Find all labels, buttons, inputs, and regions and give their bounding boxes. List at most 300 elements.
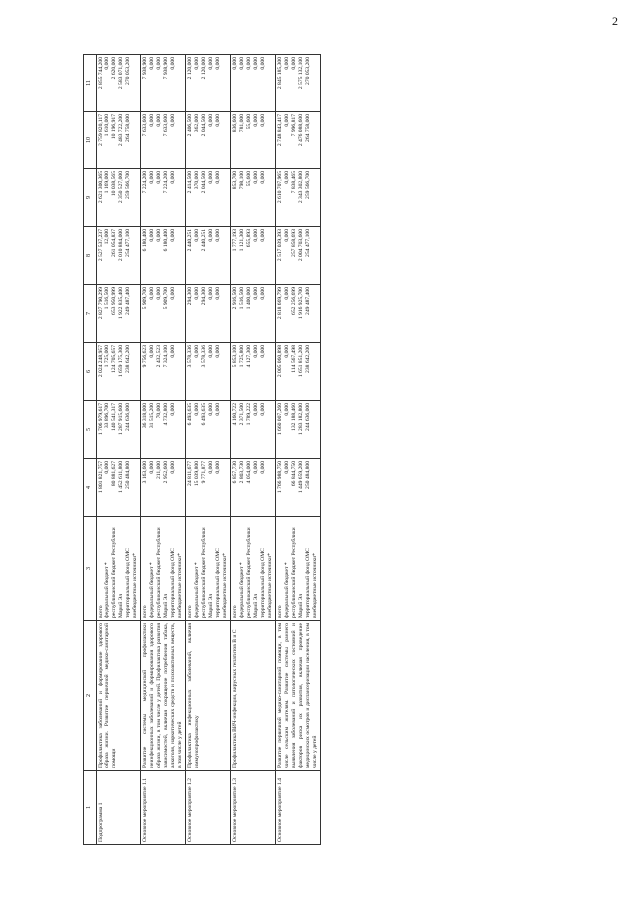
funding-source-label: всего <box>97 605 104 618</box>
budget-table <box>83 54 321 845</box>
funding-source-label: всего <box>187 605 194 618</box>
year-value-cell <box>231 55 276 112</box>
amount-value: 652 256,699 <box>291 287 298 315</box>
amount-value: 0,000 <box>156 229 163 242</box>
amount-value: 294,300 <box>201 287 208 306</box>
amount-value: 2 004 703,600 <box>298 229 305 262</box>
year-value-cell <box>96 343 141 401</box>
amount-value: 4 732,800 <box>163 403 170 426</box>
amount-value: 140 541,317 <box>111 403 118 431</box>
year-value-cell <box>231 227 276 285</box>
amount-value: 1 400,000 <box>246 287 253 310</box>
amount-value: 0,000 <box>260 287 267 300</box>
funding-sources <box>141 517 186 621</box>
funding-source-label: республиканский бюджет Республики Марий Эл <box>156 527 170 618</box>
amount-value: 55,600 <box>246 171 253 187</box>
column-header-2: 2 <box>84 621 97 771</box>
amount-value: 24 811,677 <box>187 461 194 486</box>
funding-source-label: федеральный бюджет * <box>104 562 111 618</box>
year-value-cell <box>96 401 141 459</box>
amount-value: 0,000 <box>253 287 260 300</box>
amount-value: 0,000 <box>194 403 201 416</box>
amount-value: 2 527 537,237 <box>97 229 104 262</box>
amount-value: 1 766 988,750 <box>277 461 284 494</box>
amount-value: 2 414,500 <box>187 171 194 194</box>
program-description: Развитие системы медицинской профилактики неинфекционных заболеваний и формирования здорового образа жизни, в том числе у детей. Профилактика развития зависимостей, включая сокращение потребления табака, алкоголя, наркотических средств и психоактивных веществ, в том числе у детей <box>141 621 186 771</box>
program-description: Профилактика инфекционных заболеваний, включая иммунопрофилактику <box>186 621 231 771</box>
amount-value: 4 127,300 <box>246 345 253 368</box>
amount-value: 0,000 <box>156 171 163 184</box>
amount-value: 0,000 <box>208 171 215 184</box>
amount-value: 0,000 <box>149 57 156 70</box>
funding-sources <box>231 517 276 621</box>
amount-value: 0,000 <box>194 287 201 300</box>
amount-value: 0,000 <box>208 345 215 358</box>
amount-value: 0,000 <box>253 229 260 242</box>
amount-value: 15 039,800 <box>194 461 201 487</box>
amount-value: 1 516,500 <box>239 287 246 310</box>
year-value-cell <box>96 285 141 343</box>
year-value-cell <box>186 459 231 517</box>
amount-value: 70,000 <box>156 403 163 419</box>
funding-source-label: внебюджетные источники* <box>222 553 229 618</box>
amount-value: 1 777,193 <box>232 229 239 252</box>
amount-value: 0,000 <box>215 287 222 300</box>
amount-value: 0,000 <box>253 403 260 416</box>
amount-value: 0,000 <box>170 114 177 127</box>
amount-value: 7 224,200 <box>142 171 149 194</box>
program-name: Основное мероприятие 1.1 <box>141 771 186 845</box>
amount-value: 655,893 <box>246 229 253 248</box>
amount-value: 3 578,336 <box>187 345 194 368</box>
amount-value: 0,000 <box>260 57 267 70</box>
amount-value: 6 180,400 <box>142 229 149 252</box>
funding-source-label: внебюджетные источники* <box>177 553 184 618</box>
funding-source-label: внебюджетные источники* <box>132 553 139 618</box>
amount-value: 2 610 707,965 <box>277 171 284 204</box>
amount-value: 1 725,000 <box>104 345 111 368</box>
amount-value: 250 484,800 <box>305 461 312 489</box>
funding-source-label: федеральный бюджет * <box>284 562 291 618</box>
year-value-cell <box>231 285 276 343</box>
amount-value: 2 620,000 <box>111 57 118 80</box>
amount-value: 0,000 <box>170 57 177 70</box>
funding-source-label: всего <box>142 605 149 618</box>
year-value-cell <box>186 55 231 112</box>
amount-value: 2 759 820,117 <box>97 114 104 146</box>
year-value-cell <box>186 112 231 169</box>
amount-value: 0,000 <box>260 229 267 242</box>
amount-value: 798,100 <box>239 171 246 190</box>
funding-source-label: федеральный бюджет * <box>194 562 201 618</box>
year-value-cell <box>276 343 321 401</box>
amount-value: 1 452 611,800 <box>118 461 125 493</box>
amount-value: 0,000 <box>284 114 291 127</box>
amount-value: 653 950,999 <box>111 287 118 315</box>
amount-value: 0,000 <box>253 57 260 70</box>
amount-value: 2 818 669,799 <box>277 287 284 320</box>
amount-value: 0,000 <box>284 171 291 184</box>
amount-value: 0,000 <box>284 57 291 70</box>
amount-value: 1 610,000 <box>104 114 111 137</box>
amount-value: 244 636,000 <box>305 403 312 431</box>
amount-value: 0,000 <box>194 345 201 358</box>
funding-sources <box>186 517 231 621</box>
table-body <box>96 55 321 845</box>
amount-value: 1 789,222 <box>246 403 253 426</box>
amount-value: 2 044,500 <box>201 171 208 194</box>
amount-value: 370,000 <box>194 171 201 190</box>
amount-value: 0,000 <box>149 461 156 474</box>
amount-value: 0,000 <box>215 461 222 474</box>
column-header-1: 1 <box>84 771 97 845</box>
funding-source-label: внебюджетные источники* <box>312 553 319 618</box>
amount-value: 0,000 <box>170 403 177 416</box>
amount-value: 2 575 132,100 <box>298 57 305 90</box>
amount-value: 0,000 <box>253 461 260 474</box>
amount-value: 124 705,657 <box>111 345 118 373</box>
program-name: Основное мероприятие 1.4 <box>276 771 321 845</box>
amount-value: 5 853,100 <box>232 345 239 368</box>
amount-value: 0,000 <box>215 345 222 358</box>
amount-value: 264 758,000 <box>305 114 312 142</box>
year-value-cell <box>276 55 321 112</box>
amount-value: 781,000 <box>239 114 246 133</box>
column-header-10: 10 <box>84 112 97 169</box>
amount-value: 2 748 843,417 <box>277 114 284 147</box>
amount-value: 55,600 <box>246 114 253 130</box>
amount-value: 0,000 <box>284 345 291 358</box>
amount-value: 0,000 <box>208 57 215 70</box>
amount-value: 2 621 300,365 <box>97 171 104 204</box>
amount-value: 2 517 039,393 <box>277 229 284 262</box>
column-header-6: 6 <box>84 343 97 401</box>
amount-value: 0,000 <box>253 345 260 358</box>
year-value-cell <box>231 169 276 227</box>
amount-value: 1 725,800 <box>239 345 246 368</box>
program-description: Развитие первичной медико-санитарной помощи, в том числе сельским жителям. Развитие системы раннего выявления заболеваний и патологических состояний и факторов риска их развития, включая проведение медицинских осмотров и диспансеризации населения, в том числе у детей <box>276 621 321 771</box>
amount-value: 7 996,817 <box>291 114 298 137</box>
program-description: Профилактика ВИЧ-инфекции, вирусных гепатитов В и С <box>231 621 276 771</box>
amount-value: 264 758,000 <box>125 114 132 142</box>
amount-value: 9 771,877 <box>201 461 208 484</box>
year-value-cell <box>141 343 186 401</box>
amount-value: 0,000 <box>253 171 260 184</box>
amount-value: 0,000 <box>170 171 177 184</box>
amount-value: 0,000 <box>260 403 267 416</box>
amount-value: 0,000 <box>284 461 291 474</box>
amount-value: 2 343 302,800 <box>298 171 305 204</box>
amount-value: 2 005 060,898 <box>277 345 284 378</box>
amount-value: 0,000 <box>149 287 156 300</box>
funding-sources <box>96 517 141 621</box>
amount-value: 2 432,523 <box>156 345 163 368</box>
year-value-cell <box>96 459 141 517</box>
amount-value: 254 477,100 <box>305 229 312 257</box>
amount-value: 6 493,635 <box>187 403 194 426</box>
year-value-cell <box>96 55 141 112</box>
funding-source-label: территориальный фонд ОМС <box>125 548 132 618</box>
funding-source-label: республиканский бюджет Республики Марий Эл <box>201 527 215 618</box>
column-header-4: 4 <box>84 459 97 517</box>
amount-value: 0,000 <box>170 461 177 474</box>
column-header-9: 9 <box>84 169 97 227</box>
amount-value: 0,000 <box>232 57 239 70</box>
program-name: Основное мероприятие 1.2 <box>186 771 231 845</box>
funding-source-label: всего <box>277 605 284 618</box>
year-value-cell <box>276 401 321 459</box>
funding-source-label: территориальный фонд ОМС <box>260 548 267 618</box>
table-row <box>231 55 276 845</box>
amount-value: 1 287 915,600 <box>118 403 125 436</box>
budget-table-rotated <box>83 55 623 845</box>
year-value-cell <box>276 227 321 285</box>
amount-value: 0,000 <box>156 114 163 127</box>
amount-value: 7 938,900 <box>142 57 149 80</box>
amount-value: 2 010 884,000 <box>118 229 125 262</box>
table-row <box>186 55 231 845</box>
amount-value: 294,300 <box>187 287 194 306</box>
amount-value: 1 916 925,700 <box>298 287 305 320</box>
amount-value: 1 659 175,300 <box>118 345 125 378</box>
amount-value: 0,000 <box>284 287 291 300</box>
amount-value: 4 054,000 <box>246 461 253 484</box>
funding-source-label: всего <box>232 605 239 618</box>
amount-value: 238 642,200 <box>305 345 312 373</box>
amount-value: 1 516,500 <box>104 287 111 310</box>
amount-value: 0,000 <box>239 57 246 70</box>
amount-value: 0,000 <box>194 57 201 70</box>
amount-value: 4 160,722 <box>232 403 239 426</box>
amount-value: 2 476 088,600 <box>298 114 305 147</box>
funding-source-label: федеральный бюджет * <box>149 562 156 618</box>
year-value-cell <box>276 459 321 517</box>
amount-value: 2 845 185,300 <box>277 57 284 90</box>
amount-value: 2 583 071,000 <box>118 57 125 90</box>
funding-source-label: республиканский бюджет Республики Марий Эл <box>291 527 305 618</box>
amount-value: 2 044,500 <box>201 114 208 137</box>
amount-value: 0,000 <box>170 229 177 242</box>
year-value-cell <box>141 55 186 112</box>
funding-source-label: территориальный фонд ОМС <box>305 548 312 618</box>
year-value-cell <box>141 112 186 169</box>
amount-value: 1 121,300 <box>239 229 246 252</box>
amount-value: 0,000 <box>284 403 291 416</box>
amount-value: 0,000 <box>215 114 222 127</box>
amount-value: 0,000 <box>291 57 298 70</box>
column-header-8: 8 <box>84 227 97 285</box>
amount-value: 0,000 <box>215 229 222 242</box>
amount-value: 7 838,465 <box>291 171 298 194</box>
amount-value: 0,000 <box>149 345 156 358</box>
year-value-cell <box>186 285 231 343</box>
amount-value: 2 350 527,000 <box>118 171 125 204</box>
amount-value: 0,000 <box>246 57 253 70</box>
amount-value: 2 120,000 <box>187 57 194 80</box>
amount-value: 0,000 <box>208 461 215 474</box>
table-row <box>141 55 186 845</box>
amount-value: 257 858,693 <box>291 229 298 257</box>
amount-value: 5 909,700 <box>142 287 149 310</box>
year-value-cell <box>186 169 231 227</box>
funding-source-label: федеральный бюджет * <box>239 562 246 618</box>
amount-value: 2 440,251 <box>187 229 194 252</box>
year-value-cell <box>231 459 276 517</box>
amount-value: 853,700 <box>232 171 239 190</box>
amount-value: 1 169,000 <box>104 171 111 194</box>
amount-value: 0,000 <box>149 229 156 242</box>
amount-value: 7 324,100 <box>163 345 170 368</box>
year-value-cell <box>231 112 276 169</box>
amount-value: 2 827 790,299 <box>97 287 104 320</box>
amount-value: 6 857,730 <box>232 461 239 484</box>
amount-value: 2 024 248,957 <box>97 345 104 378</box>
amount-value: 0,000 <box>149 171 156 184</box>
amount-value: 2 120,000 <box>201 57 208 80</box>
amount-value: 211,000 <box>156 461 163 479</box>
year-value-cell <box>186 401 231 459</box>
amount-value: 0,000 <box>208 114 215 127</box>
amount-value: 3 578,336 <box>201 345 208 368</box>
amount-value: 261 054,837 <box>111 229 118 257</box>
amount-value: 238 642,200 <box>125 345 132 373</box>
funding-source-label: территориальный фонд ОМС <box>170 548 177 618</box>
amount-value: 270 053,200 <box>125 57 132 85</box>
amount-value: 0,000 <box>215 57 222 70</box>
amount-value: 0,000 <box>170 345 177 358</box>
column-header-3: 3 <box>84 517 97 621</box>
amount-value: 1 706 979,617 <box>97 403 104 436</box>
year-value-cell <box>186 227 231 285</box>
funding-sources <box>276 517 321 621</box>
table-row <box>276 55 321 845</box>
amount-value: 7 633,600 <box>163 114 170 137</box>
year-value-cell <box>141 285 186 343</box>
amount-value: 362,000 <box>194 114 201 133</box>
amount-value: 1 449 659,200 <box>298 461 305 494</box>
funding-source-label: республиканский бюджет Республики Марий Эл <box>111 527 125 618</box>
amount-value: 254 477,100 <box>125 229 132 257</box>
column-header-11: 11 <box>84 55 97 112</box>
amount-value: 2 855 744,200 <box>97 57 104 90</box>
amount-value: 6 493,635 <box>201 403 208 426</box>
amount-value: 0,000 <box>149 114 156 127</box>
amount-value: 10 038,565 <box>111 171 118 197</box>
amount-value: 270 053,200 <box>305 57 312 85</box>
header-row <box>84 55 97 845</box>
amount-value: 2 952,600 <box>163 461 170 484</box>
amount-value: 80 881,627 <box>111 461 118 487</box>
amount-value: 0,000 <box>156 287 163 300</box>
amount-value: 249 487,400 <box>125 287 132 315</box>
year-value-cell <box>96 227 141 285</box>
amount-value: 1 801 821,757 <box>97 461 104 494</box>
amount-value: 31 515,200 <box>149 403 156 429</box>
amount-value: 0,000 <box>260 114 267 127</box>
amount-value: 12,000 <box>104 229 111 245</box>
funding-source-label: республиканский бюджет Республики Марий Эл <box>246 527 260 618</box>
amount-value: 7 224,200 <box>163 171 170 194</box>
funding-source-label: внебюджетные источники* <box>267 553 274 618</box>
amount-value: 66 844,750 <box>291 461 298 487</box>
page-number: 2 <box>612 14 618 28</box>
year-value-cell <box>231 401 276 459</box>
amount-value: 6 180,400 <box>163 229 170 252</box>
amount-value: 114 567,498 <box>291 345 298 373</box>
amount-value: 1 651 851,200 <box>298 345 305 378</box>
amount-value: 0,000 <box>208 403 215 416</box>
amount-value: 132 188,460 <box>291 403 298 431</box>
amount-value: 0,000 <box>284 229 291 242</box>
amount-value: 0,000 <box>260 171 267 184</box>
amount-value: 0,000 <box>104 57 111 70</box>
amount-value: 2 483 722,200 <box>118 114 125 147</box>
amount-value: 2 406,500 <box>187 114 194 137</box>
amount-value: 0,000 <box>208 229 215 242</box>
amount-value: 836,600 <box>232 114 239 133</box>
amount-value: 0,000 <box>170 287 177 300</box>
amount-value: 244 636,000 <box>125 403 132 431</box>
amount-value: 1 660 007,260 <box>277 403 284 436</box>
amount-value: 0,000 <box>208 287 215 300</box>
program-name: Подпрограмма 1 <box>96 771 141 845</box>
amount-value: 33 896,700 <box>104 403 111 429</box>
column-header-5: 5 <box>84 401 97 459</box>
year-value-cell <box>141 459 186 517</box>
year-value-cell <box>141 169 186 227</box>
amount-value: 1 283 182,800 <box>298 403 305 436</box>
amount-value: 1 922 835,400 <box>118 287 125 320</box>
amount-value: 7 633,600 <box>142 114 149 137</box>
amount-value: 10 196,917 <box>111 114 118 140</box>
year-value-cell <box>276 169 321 227</box>
amount-value: 2 440,251 <box>201 229 208 252</box>
year-value-cell <box>276 112 321 169</box>
amount-value: 249 487,400 <box>305 287 312 315</box>
amount-value: 2 803,730 <box>239 461 246 484</box>
year-value-cell <box>231 343 276 401</box>
amount-value: 2 371,500 <box>239 403 246 426</box>
amount-value: 0,000 <box>215 171 222 184</box>
amount-value: 250 484,800 <box>125 461 132 489</box>
amount-value: 2 916,500 <box>232 287 239 310</box>
year-value-cell <box>96 169 141 227</box>
amount-value: 0,000 <box>104 461 111 474</box>
year-value-cell <box>141 227 186 285</box>
amount-value: 3 163,600 <box>142 461 149 484</box>
funding-source-label: территориальный фонд ОМС <box>215 548 222 618</box>
amount-value: 0,000 <box>253 114 260 127</box>
year-value-cell <box>186 343 231 401</box>
amount-value: 0,000 <box>156 57 163 70</box>
year-value-cell <box>141 401 186 459</box>
year-value-cell <box>276 285 321 343</box>
amount-value: 0,000 <box>260 461 267 474</box>
table-row <box>96 55 141 845</box>
amount-value: 0,000 <box>194 229 201 242</box>
amount-value: 5 909,700 <box>163 287 170 310</box>
column-header-7: 7 <box>84 285 97 343</box>
year-value-cell <box>96 112 141 169</box>
amount-value: 259 566,700 <box>125 171 132 199</box>
amount-value: 0,000 <box>260 345 267 358</box>
amount-value: 7 938,900 <box>163 57 170 80</box>
amount-value: 36 318,000 <box>142 403 149 429</box>
program-description: Профилактика заболеваний и формирование здорового образа жизни. Развитие первичной медико-санитарной помощи <box>96 621 141 771</box>
amount-value: 0,000 <box>215 403 222 416</box>
amount-value: 259 566,700 <box>305 171 312 199</box>
amount-value: 9 756,623 <box>142 345 149 368</box>
